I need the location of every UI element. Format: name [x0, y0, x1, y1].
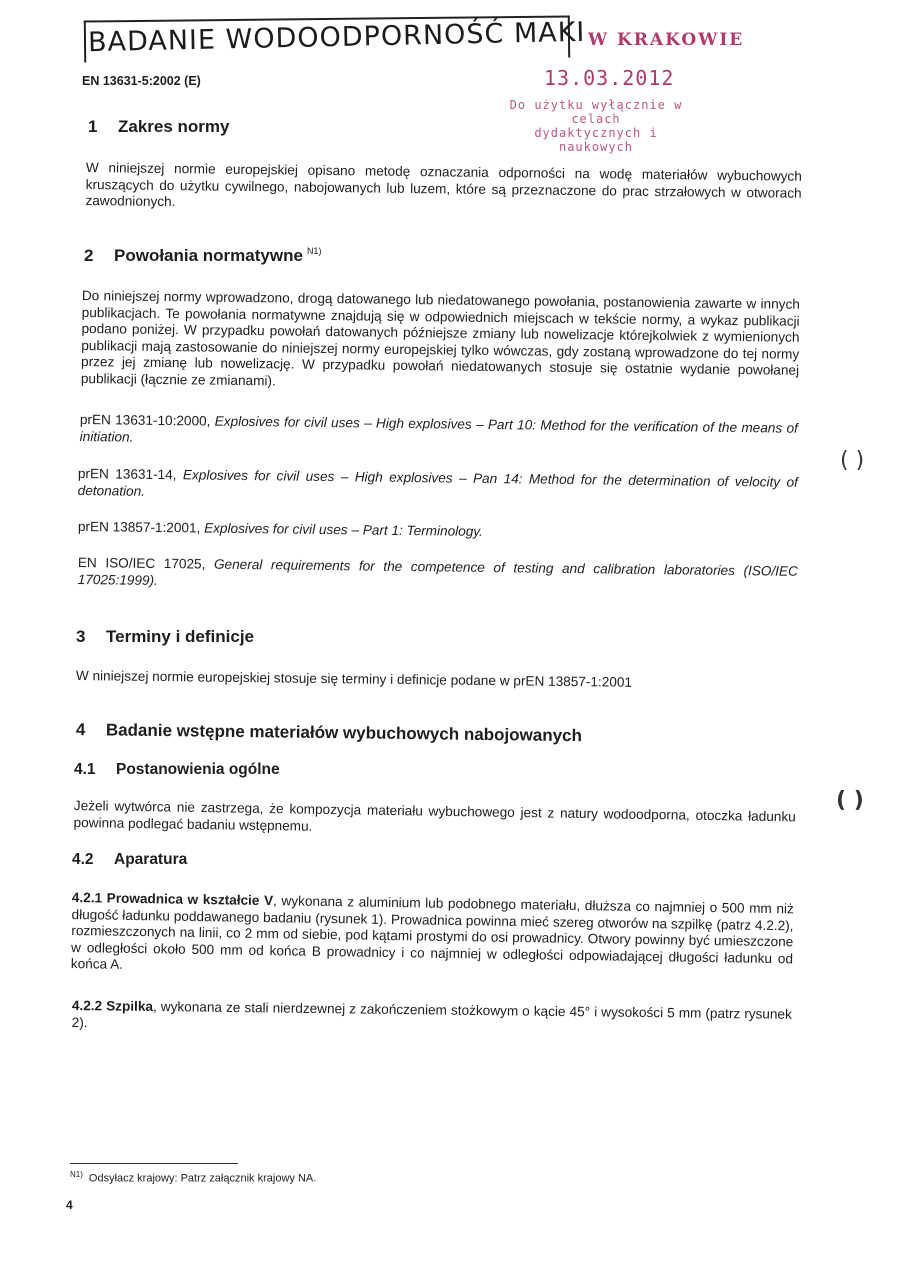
footnote-rule [70, 1163, 238, 1164]
subsection-number: 4.1 [74, 761, 96, 778]
paragraph-label: 4.2.2 Szpilka [71, 998, 154, 1014]
reference-title: General requirements for the competence of testing and calibration laboratories (ISO/IEC 17025:1999). [77, 556, 798, 588]
reference-title: Explosives for civil uses – Part 1: Terminology. [204, 520, 483, 539]
section-1-body: W niniejszej normie europejskiej opisano metodę oznaczania odporności na wodę materiałów wybuchowych kruszących do użytku cywilnego, nabojowanych lub luzem, które są przeznaczone do prac strzałowych w otworach zawodnionych. [85, 160, 802, 210]
footnote-mark: N1) [70, 1170, 83, 1179]
stamp-institution: W KRAKOWIE [588, 30, 745, 50]
stamp-note [496, 98, 696, 154]
standard-id: EN 13631-5:2002 (E) [82, 74, 201, 88]
punch-hole-mark: ( ) [840, 448, 865, 473]
paragraph-text: , wykonana ze stali nierdzewnej z zakończeniem stożkowym o kącie 45° i wysokości 5 mm (patrz rysunek 2). [71, 998, 792, 1030]
reference-item [78, 555, 798, 597]
paragraph-text: , wykonana z aluminium lub podobnego materiału, dłuższa co najmniej o 500 mm niż długość ładunku poddawanego badaniu (rysunek 1). Prowadnica powinna mieć szereg otworów na szpilkę (patrz 4.2.2), rozmieszczonych na linii, co 2 mm od siebie, pod kątami prostymi do osi prowadnicy. Otwory powinny być umieszczone w odległości około 500 mm od końca B prowadnicy i co najmniej w odległości odpowiadającej długości ładunku od końca A. [70, 893, 794, 972]
section-1-heading [88, 117, 230, 137]
reference-code: prEN 13631-10:2000, [79, 412, 211, 429]
section-number: 2 [84, 246, 94, 265]
section-3-heading [76, 627, 254, 647]
section-2-body: Do niniejszej normy wprowadzono, drogą datowanego lub niedatowanego powołania, postanowienia zawarte w innych publikacjach. Te powołania normatywne znajdują się w odpowiednich miejscach w tekście normy, a wykaz publikacji podano poniżej. W przypadku powołań datowanych późniejsze zmiany lub nowelizacje którejkolwiek z wymienionych publikacji mają zastosowanie do niniejszej normy europejskiej tylko wówczas, gdy zostaną wprowadzone do tej normy przez jej zmianę lub nowelizację. W przypadku powołań niedatowanych stosuje się ostatnie wydanie powołanej publikacji (łącznie ze zmianami). [80, 288, 800, 388]
paragraph-4-2-1 [71, 890, 794, 984]
reference-item [78, 519, 798, 544]
section-4-heading [76, 720, 582, 746]
stamp-note-line-2: dydaktycznych i naukowych [534, 126, 658, 154]
section-number: 1 [88, 117, 98, 136]
paragraph-label: 4.2.1 Prowadnica w kształcie V [71, 890, 274, 909]
handwritten-title: BADANIE WODOODPORNOŚĆ MAKI [87, 16, 586, 59]
subsection-4-2-heading [72, 851, 187, 869]
section-2-heading [84, 246, 321, 266]
reference-code: EN ISO/IEC 17025, [77, 555, 206, 572]
section-3-body: W niniejszej normie europejskiej stosuje się terminy i definicje podane w prEN 13857-1:2001 [75, 668, 633, 690]
section-number: 3 [76, 627, 86, 646]
subsection-4-1-heading [74, 761, 280, 779]
subsection-4-1-body: Jeżeli wytwórca nie zastrzega, że kompozycja materiału wybuchowego jest z natury wodoodporna, otoczka ładunku powinna podlegać badaniu wstępnemu. [73, 798, 796, 834]
subsection-title: Postanowienia ogólne [116, 761, 280, 778]
reference-code: prEN 13631-14, [77, 466, 177, 483]
reference-item [78, 466, 798, 508]
section-title: Zakres normy [118, 117, 230, 136]
footnote [70, 1170, 316, 1185]
section-title: Powołania normatywne [114, 246, 303, 265]
stamp-note-line-1: Do użytku wyłącznie w celach [509, 98, 683, 126]
footnote-text: Odsyłacz krajowy: Patrz załącznik krajowy NA. [88, 1172, 317, 1185]
reference-title: Explosives for civil uses – High explosives – Pan 14: Method for the determination of velocity of detonation. [77, 467, 798, 499]
footnote-ref: N1) [306, 246, 322, 257]
section-number: 4 [75, 720, 86, 740]
paragraph-4-2-2 [72, 998, 792, 1040]
reference-title: Explosives for civil uses – High explosives – Part 10: Method for the verification of the means of initiation. [79, 413, 798, 445]
subsection-number: 4.2 [72, 851, 94, 868]
reference-code: prEN 13857-1:2001, [77, 519, 201, 536]
reference-item [80, 412, 798, 454]
punch-hole-mark: ( ) [836, 788, 864, 813]
section-title: Badanie wstępne materiałów wybuchowych nabojowanych [105, 720, 583, 746]
section-title: Terminy i definicje [106, 627, 255, 646]
page-number: 4 [66, 1198, 73, 1212]
subsection-title: Aparatura [114, 851, 188, 868]
stamp-date: 13.03.2012 [544, 66, 675, 90]
